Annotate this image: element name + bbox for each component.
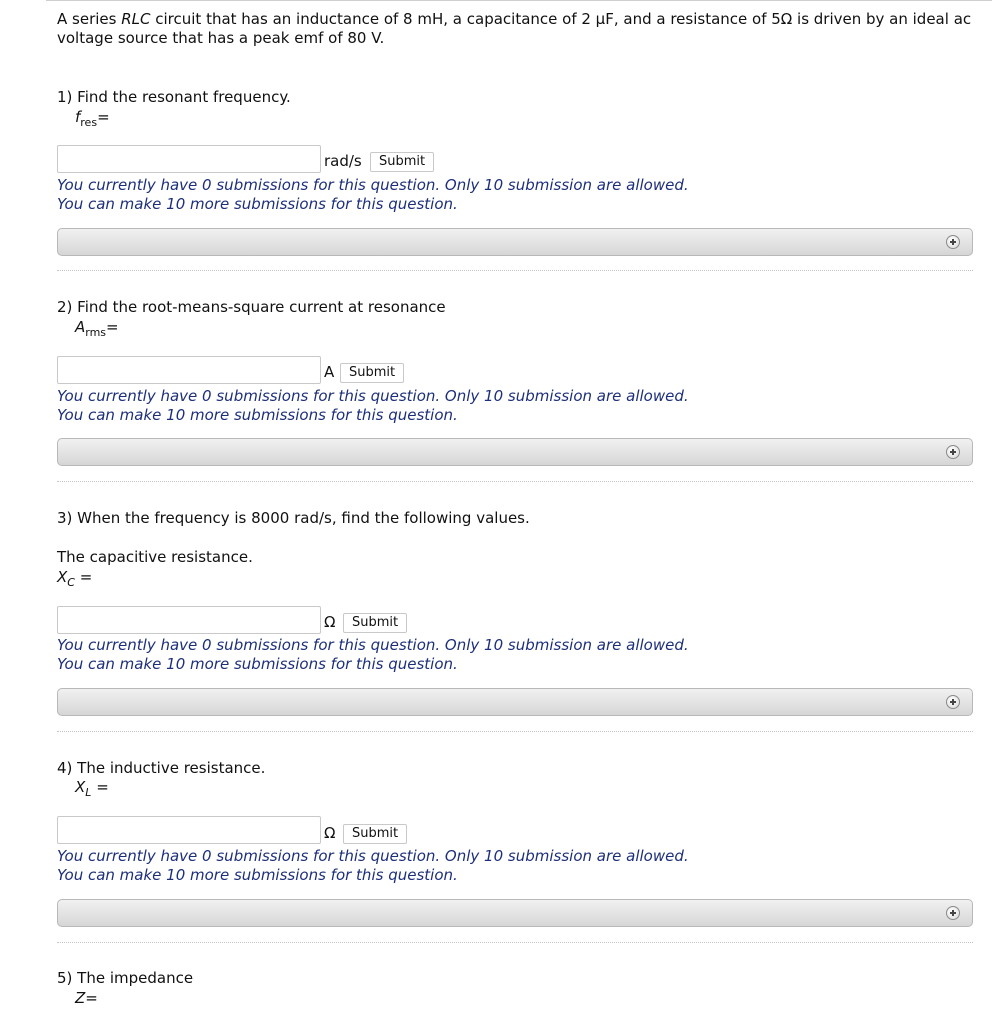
question-2-unit: A: [324, 363, 335, 381]
variable-equals: =: [91, 778, 109, 796]
problem-statement: [57, 10, 977, 48]
question-4-answer-input[interactable]: [57, 816, 321, 844]
variable-symbol: f: [75, 108, 81, 126]
question-2-submit-button[interactable]: Submit: [340, 363, 404, 383]
variable-equals: =: [74, 568, 93, 586]
question-4-submissions-remaining: You can make 10 more submissions for this question.: [57, 866, 458, 884]
question-3-expand-bar[interactable]: [57, 688, 973, 716]
question-2-variable: [75, 318, 119, 337]
top-rule: [46, 0, 992, 1]
question-1-title: 1) Find the resonant frequency.: [57, 88, 291, 106]
plus-icon[interactable]: [946, 906, 960, 920]
question-2-submission-count: You currently have 0 submissions for this question. Only 10 submission are allowed.: [57, 387, 689, 405]
question-4-submit-button[interactable]: Submit: [343, 824, 407, 844]
question-1-submissions-remaining: You can make 10 more submissions for this question.: [57, 195, 458, 213]
question-1-unit: rad/s: [324, 152, 362, 170]
question-3-variable: [57, 568, 92, 587]
question-5-title: 5) The impedance: [57, 969, 194, 987]
question-2-submissions-remaining: You can make 10 more submissions for this question.: [57, 406, 458, 424]
variable-subscript: rms: [85, 326, 107, 339]
variable-symbol: X: [57, 568, 68, 586]
question-4-unit: Ω: [324, 824, 336, 842]
intro-rlc: RLC: [121, 10, 151, 28]
question-3-submit-button[interactable]: Submit: [343, 613, 407, 633]
question-2-title: 2) Find the root-means-square current at resonance: [57, 298, 446, 316]
question-3-title: 3) When the frequency is 8000 rad/s, find the following values.: [57, 509, 530, 527]
question-divider: [57, 731, 973, 732]
question-1-expand-bar[interactable]: [57, 228, 973, 256]
question-4-title: 4) The inductive resistance.: [57, 759, 266, 777]
question-1-answer-input[interactable]: [57, 145, 321, 173]
variable-symbol: X: [75, 778, 86, 796]
question-4-expand-bar[interactable]: [57, 899, 973, 927]
question-3-subtitle: The capacitive resistance.: [57, 548, 253, 566]
plus-icon[interactable]: [946, 235, 960, 249]
variable-symbol: Z: [75, 989, 86, 1007]
question-5-variable: [75, 989, 98, 1008]
question-divider: [57, 942, 973, 943]
variable-subscript: C: [67, 576, 75, 589]
question-3-submission-count: You currently have 0 submissions for this question. Only 10 submission are allowed.: [57, 636, 689, 654]
question-3-unit: Ω: [324, 613, 336, 631]
plus-icon[interactable]: [946, 695, 960, 709]
question-4-submission-count: You currently have 0 submissions for this question. Only 10 submission are allowed.: [57, 847, 689, 865]
intro-text-end: circuit that has an inductance of 8 mH, a capacitance of 2 μF, and a resistance of 5Ω is driven by an ideal ac voltage source that has a peak emf of 80 V.: [57, 10, 972, 47]
variable-subscript: res: [80, 116, 98, 129]
question-2-expand-bar[interactable]: [57, 438, 973, 466]
question-1-variable: [75, 108, 110, 127]
variable-symbol: A: [75, 318, 86, 336]
question-3-answer-input[interactable]: [57, 606, 321, 634]
variable-equals: =: [85, 989, 98, 1007]
question-3-submissions-remaining: You can make 10 more submissions for this question.: [57, 655, 458, 673]
question-1-submission-count: You currently have 0 submissions for this question. Only 10 submission are allowed.: [57, 176, 689, 194]
variable-subscript: L: [85, 786, 92, 799]
variable-equals: =: [106, 318, 119, 336]
intro-text-start: A series: [57, 10, 122, 28]
question-2-answer-input[interactable]: [57, 356, 321, 384]
question-divider: [57, 270, 973, 271]
question-1-submit-button[interactable]: Submit: [370, 152, 434, 172]
question-divider: [57, 481, 973, 482]
plus-icon[interactable]: [946, 445, 960, 459]
variable-equals: =: [97, 108, 110, 126]
question-4-variable: [75, 778, 109, 797]
